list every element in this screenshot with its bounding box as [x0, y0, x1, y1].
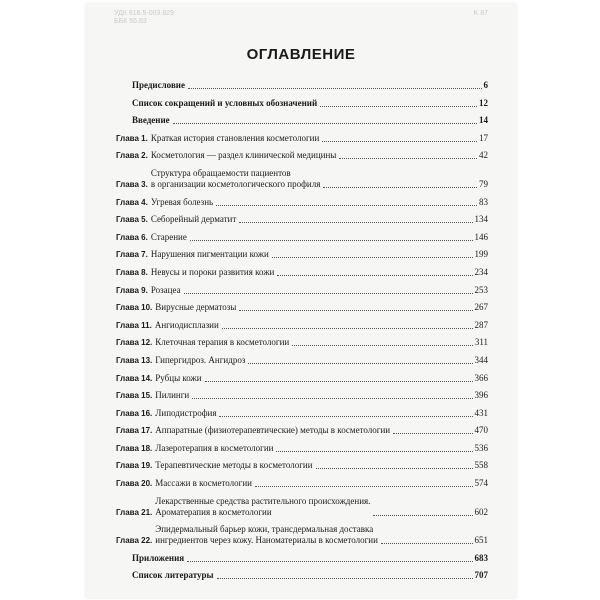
table-of-contents	[116, 80, 488, 588]
leader-dots	[239, 310, 472, 311]
leader-dots	[292, 345, 473, 346]
page-number: 311	[474, 337, 488, 348]
bleed-through-text-left: УДК 616.5-003.829 ББК 55.83	[114, 10, 175, 25]
toc-entry	[116, 197, 488, 208]
toc-entry	[116, 496, 488, 518]
leader-dots	[276, 451, 472, 452]
page-number: 83	[479, 196, 488, 207]
entry-title: Терапевтические методы в косметологии	[155, 460, 313, 471]
chapter-number: Глава 19.	[116, 461, 153, 471]
page-number: 12	[479, 97, 488, 108]
leader-dots	[320, 106, 477, 107]
toc-entry	[116, 337, 488, 348]
page-number: 602	[474, 506, 488, 517]
entry-title: Массажи в косметологии	[155, 478, 252, 489]
page-number: 651	[474, 535, 488, 546]
toc-entry	[116, 232, 488, 243]
page-number: 431	[474, 407, 488, 418]
chapter-number: Глава 18.	[116, 443, 153, 453]
page-number: 146	[474, 231, 488, 242]
entry-title: Список сокращений и условных обозначений	[132, 97, 318, 108]
leader-dots	[184, 293, 473, 294]
chapter-number: Глава 16.	[116, 408, 153, 418]
toc-entry	[116, 320, 488, 331]
toc-entry	[116, 460, 488, 471]
chapter-number: Глава 22.	[116, 536, 153, 546]
leader-dots	[192, 398, 472, 399]
chapter-number: Глава 10.	[116, 303, 153, 313]
leader-dots	[190, 240, 473, 241]
chapter-number: Глава 14.	[116, 373, 153, 383]
page-number: 79	[479, 178, 488, 189]
leader-dots	[323, 187, 477, 188]
chapter-number: Глава 9.	[116, 285, 148, 295]
entry-title: Косметология — раздел клинической медицины	[150, 150, 337, 161]
leader-dots	[173, 123, 477, 124]
toc-entry	[116, 267, 488, 278]
page-number: 707	[474, 570, 488, 581]
entry-title: Нарушения пигментации кожи	[150, 249, 269, 260]
toc-entry	[116, 478, 488, 489]
chapter-number: Глава 11.	[116, 320, 152, 330]
page-number: 267	[474, 302, 488, 313]
chapter-number: Глава 13.	[116, 355, 153, 365]
toc-entry	[116, 355, 488, 366]
leader-dots	[239, 222, 472, 223]
page-number: 134	[474, 214, 488, 225]
page-number: 17	[479, 132, 488, 143]
toc-entry	[116, 285, 488, 296]
toc-entry	[116, 168, 488, 190]
toc-entry	[116, 553, 488, 564]
chapter-number: Глава 12.	[116, 338, 153, 348]
leader-dots	[272, 257, 473, 258]
leader-dots	[188, 88, 482, 89]
entry-title: Лекарственные средства растительного происхождения. Ароматерапия в косметологии	[155, 495, 371, 517]
page-number: 234	[474, 266, 488, 277]
chapter-number: Глава 2.	[116, 151, 148, 161]
entry-title: Краткая история становления косметологии	[150, 132, 320, 143]
page-number: 683	[474, 552, 488, 563]
chapter-number: Глава 6.	[116, 232, 148, 242]
leader-dots	[393, 433, 472, 434]
page-number: 396	[474, 390, 488, 401]
entry-title: Себорейный дерматит	[150, 214, 237, 225]
toc-entry	[116, 214, 488, 225]
leader-dots	[187, 561, 472, 562]
chapter-number: Глава 4.	[116, 197, 148, 207]
toc-entry	[116, 524, 488, 546]
page-number: 470	[474, 425, 488, 436]
toc-entry	[116, 425, 488, 436]
toc-entry	[116, 249, 488, 260]
toc-entry	[116, 98, 488, 109]
page-number: 42	[479, 150, 488, 161]
entry-title: Предисловие	[132, 80, 185, 90]
page-number: 199	[474, 249, 488, 260]
leader-dots	[339, 158, 477, 159]
chapter-number: Глава 17.	[116, 426, 153, 436]
entry-title: Угревая болезнь	[150, 196, 214, 207]
leader-dots	[217, 578, 473, 579]
entry-title: Вирусные дерматозы	[155, 302, 237, 313]
leader-dots	[216, 205, 477, 206]
entry-title: Липодистрофия	[155, 407, 217, 418]
page-number: 287	[474, 319, 488, 330]
entry-title: Розацеа	[150, 284, 181, 295]
chapter-number: Глава 20.	[116, 479, 153, 489]
leader-dots	[222, 328, 473, 329]
chapter-number: Глава 3.	[116, 179, 148, 189]
toc-entry	[116, 443, 488, 454]
entry-title: Старение	[150, 231, 187, 242]
toc-entry	[116, 302, 488, 313]
toc-entry	[116, 115, 488, 126]
page-number: 253	[474, 284, 488, 295]
chapter-number: Глава 1.	[116, 133, 148, 143]
entry-title: Лазеротерапия в косметологии	[155, 442, 274, 453]
leader-dots	[248, 363, 472, 364]
chapter-number: Глава 21.	[116, 507, 153, 517]
page-title: ОГЛАВЛЕНИЕ	[246, 46, 356, 63]
chapter-number: Глава 7.	[116, 250, 148, 260]
toc-entry	[116, 133, 488, 144]
entry-title: Пилинги	[155, 390, 190, 401]
entry-title: Приложения	[132, 552, 185, 563]
bleed-through-text-right: K 87	[473, 10, 488, 17]
toc-entry	[116, 570, 488, 581]
entry-title: Эпидермальный барьер кожи, трансдермальная доставка ингредиентов через кожу. Наноматериалы в косметологии	[155, 524, 378, 546]
page-number: 14	[479, 115, 488, 126]
chapter-number: Глава 5.	[116, 215, 148, 225]
chapter-number: Глава 8.	[116, 267, 148, 277]
toc-entry	[116, 390, 488, 401]
page-number: 574	[474, 478, 488, 489]
page-number: 558	[474, 460, 488, 471]
entry-title: Введение	[132, 115, 170, 126]
leader-dots	[373, 515, 472, 516]
leader-dots	[322, 141, 477, 142]
entry-title: Ангиодисплазии	[154, 319, 219, 330]
toc-entry	[116, 408, 488, 419]
entry-title: Клеточная терапия в косметологии	[155, 337, 290, 348]
entry-title: Список литературы	[132, 570, 214, 581]
chapter-number: Глава 15.	[116, 391, 153, 401]
page-number: 536	[474, 442, 488, 453]
leader-dots	[205, 381, 473, 382]
toc-entry	[116, 373, 488, 384]
toc-entry	[116, 80, 488, 91]
page-number: 366	[474, 372, 488, 383]
leader-dots	[219, 416, 472, 417]
page-number: 344	[474, 354, 488, 365]
book-page	[86, 4, 516, 598]
leader-dots	[277, 275, 472, 276]
leader-dots	[381, 543, 473, 544]
leader-dots	[255, 486, 473, 487]
toc-entry	[116, 150, 488, 161]
leader-dots	[316, 468, 473, 469]
entry-title: Рубцы кожи	[155, 372, 202, 383]
entry-title: Гипергидроз. Ангидроз	[155, 354, 246, 365]
entry-title: Аппаратные (физиотерапевтические) методы в косметологии	[155, 425, 391, 436]
entry-title: Невусы и пороки развития кожи	[150, 266, 275, 277]
page-number: 6	[483, 80, 488, 90]
entry-title: Структура обращаемости пациентов в организации косметологического профиля	[150, 167, 321, 189]
